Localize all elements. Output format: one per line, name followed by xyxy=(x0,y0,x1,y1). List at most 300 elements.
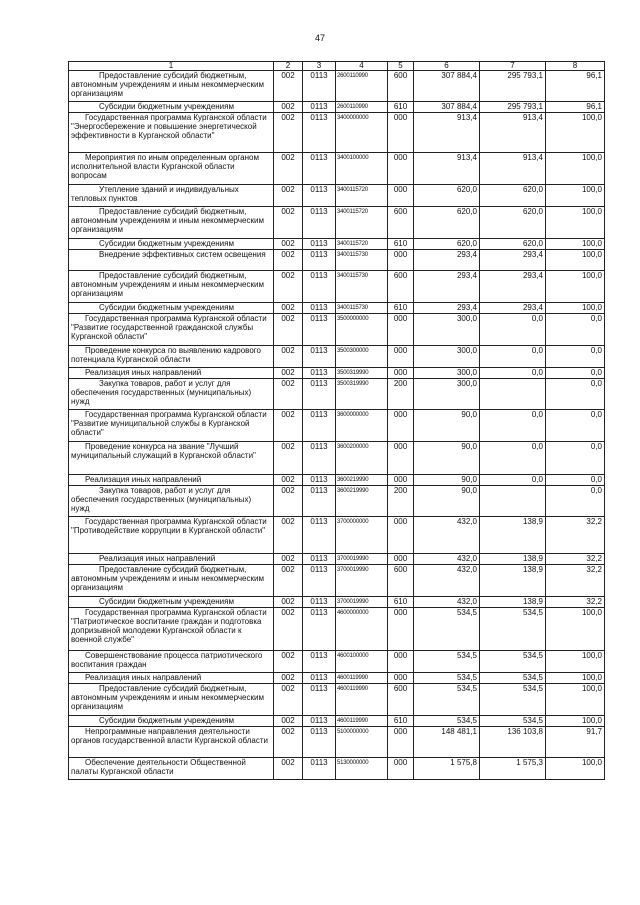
row-name xyxy=(69,185,274,207)
row-section-code: 0113 xyxy=(303,517,336,554)
row-grbs-code: 002 xyxy=(274,758,303,780)
row-name xyxy=(69,379,274,410)
row-expense-type-code: 600 xyxy=(388,271,414,303)
row-section-code: 0113 xyxy=(303,207,336,239)
row-name xyxy=(69,346,274,368)
row-planned-amount: 534,5 xyxy=(414,684,480,716)
row-name-text: Субсидии бюджетным учреждениям xyxy=(99,239,234,248)
row-name-text: Внедрение эффективных систем освещения xyxy=(99,250,266,259)
row-name-text: Субсидии бюджетным учреждениям xyxy=(99,102,234,111)
row-grbs-code: 002 xyxy=(274,684,303,716)
row-planned-amount: 307 884,4 xyxy=(414,71,480,102)
row-grbs-code: 002 xyxy=(274,113,303,153)
row-grbs-code: 002 xyxy=(274,153,303,185)
row-actual-amount: 0,0 xyxy=(480,410,546,442)
row-actual-amount xyxy=(480,486,546,517)
row-grbs-code: 002 xyxy=(274,442,303,475)
row-name xyxy=(69,673,274,684)
row-target-article-code: 3700019990 xyxy=(336,565,388,597)
row-execution-percent: 0,0 xyxy=(546,442,605,475)
row-name xyxy=(69,113,274,153)
row-expense-type-code: 000 xyxy=(388,314,414,346)
row-planned-amount: 300,0 xyxy=(414,314,480,346)
table-row xyxy=(69,239,605,250)
table-row xyxy=(69,379,605,410)
row-section-code: 0113 xyxy=(303,716,336,727)
row-target-article-code: 3400115730 xyxy=(336,250,388,271)
row-section-code: 0113 xyxy=(303,346,336,368)
row-execution-percent: 0,0 xyxy=(546,379,605,410)
row-expense-type-code: 610 xyxy=(388,716,414,727)
row-section-code: 0113 xyxy=(303,368,336,379)
row-section-code: 0113 xyxy=(303,410,336,442)
row-planned-amount: 300,0 xyxy=(414,368,480,379)
row-grbs-code: 002 xyxy=(274,486,303,517)
row-target-article-code: 4600000000 xyxy=(336,608,388,651)
row-name-text: Субсидии бюджетным учреждениям xyxy=(99,716,234,725)
row-actual-amount: 0,0 xyxy=(480,368,546,379)
row-grbs-code: 002 xyxy=(274,314,303,346)
row-section-code: 0113 xyxy=(303,554,336,565)
row-expense-type-code: 000 xyxy=(388,517,414,554)
row-actual-amount: 0,0 xyxy=(480,475,546,486)
row-target-article-code: 3400115730 xyxy=(336,303,388,314)
row-name xyxy=(69,314,274,346)
table-row xyxy=(69,727,605,758)
row-target-article-code: 3500000000 xyxy=(336,314,388,346)
row-section-code: 0113 xyxy=(303,271,336,303)
row-section-code: 0113 xyxy=(303,442,336,475)
row-target-article-code: 3400115730 xyxy=(336,271,388,303)
row-section-code: 0113 xyxy=(303,250,336,271)
table-row xyxy=(69,271,605,303)
header-cell: 7 xyxy=(480,62,546,71)
row-target-article-code: 4600119990 xyxy=(336,673,388,684)
row-expense-type-code: 600 xyxy=(388,684,414,716)
row-target-article-code: 4600119990 xyxy=(336,716,388,727)
row-planned-amount: 432,0 xyxy=(414,517,480,554)
row-name xyxy=(69,727,274,758)
row-execution-percent: 100,0 xyxy=(546,758,605,780)
row-actual-amount: 0,0 xyxy=(480,314,546,346)
row-planned-amount: 534,5 xyxy=(414,651,480,673)
row-expense-type-code: 610 xyxy=(388,102,414,113)
row-grbs-code: 002 xyxy=(274,651,303,673)
row-name-text: Совершенствование процесса патриотического воспитания граждан xyxy=(71,651,263,669)
row-name xyxy=(69,271,274,303)
header-cell: 1 xyxy=(69,62,274,71)
row-grbs-code: 002 xyxy=(274,727,303,758)
table-row xyxy=(69,442,605,475)
row-name xyxy=(69,517,274,554)
row-planned-amount: 293,4 xyxy=(414,271,480,303)
row-name-text: Предоставление субсидий бюджетным, автономным учреждениям и иным некоммерческим организациям xyxy=(71,71,264,98)
row-name-text: Субсидии бюджетным учреждениям xyxy=(99,303,234,312)
row-actual-amount: 295 793,1 xyxy=(480,102,546,113)
row-planned-amount: 90,0 xyxy=(414,475,480,486)
row-grbs-code: 002 xyxy=(274,102,303,113)
row-name xyxy=(69,565,274,597)
row-name xyxy=(69,475,274,486)
row-section-code: 0113 xyxy=(303,758,336,780)
row-target-article-code: 3700000000 xyxy=(336,517,388,554)
row-grbs-code: 002 xyxy=(274,597,303,608)
table-row xyxy=(69,71,605,102)
row-expense-type-code: 200 xyxy=(388,486,414,517)
row-section-code: 0113 xyxy=(303,153,336,185)
row-section-code: 0113 xyxy=(303,314,336,346)
table-row xyxy=(69,250,605,271)
header-cell: 4 xyxy=(336,62,388,71)
row-name-text: Государственная программа Курганской области "Развитие муниципальной службы в Курганской области" xyxy=(71,410,267,437)
row-grbs-code: 002 xyxy=(274,554,303,565)
row-name xyxy=(69,684,274,716)
row-name-text: Государственная программа Курганской области "Энергосбережение и повышение энергетической эффективности в Курганской области" xyxy=(71,113,267,140)
row-section-code: 0113 xyxy=(303,102,336,113)
row-target-article-code: 3600219990 xyxy=(336,486,388,517)
row-actual-amount: 0,0 xyxy=(480,442,546,475)
row-name xyxy=(69,758,274,780)
table-row xyxy=(69,314,605,346)
row-name-text: Предоставление субсидий бюджетным, автономным учреждениям и иным некоммерческим организациям xyxy=(71,565,264,592)
table-row xyxy=(69,673,605,684)
row-actual-amount: 136 103,8 xyxy=(480,727,546,758)
row-expense-type-code: 000 xyxy=(388,442,414,475)
row-expense-type-code: 000 xyxy=(388,554,414,565)
row-target-article-code: 3400115720 xyxy=(336,239,388,250)
row-grbs-code: 002 xyxy=(274,71,303,102)
row-name-text: Проведение конкурса на звание "Лучший муниципальный служащий в Курганской области" xyxy=(71,442,256,460)
header-cell: 6 xyxy=(414,62,480,71)
row-expense-type-code: 610 xyxy=(388,239,414,250)
row-name-text: Проведение конкурса по выявлению кадрового потенциала Курганской области xyxy=(71,346,261,364)
page-number: 47 xyxy=(314,33,325,43)
row-expense-type-code: 000 xyxy=(388,153,414,185)
table-row xyxy=(69,597,605,608)
row-execution-percent: 32,2 xyxy=(546,565,605,597)
row-execution-percent: 100,0 xyxy=(546,716,605,727)
row-execution-percent: 100,0 xyxy=(546,113,605,153)
row-name-text: Закупка товаров, работ и услуг для обеспечения государственных (муниципальных) нужд xyxy=(71,486,252,513)
row-grbs-code: 002 xyxy=(274,207,303,239)
row-execution-percent: 32,2 xyxy=(546,517,605,554)
table-row xyxy=(69,153,605,185)
row-grbs-code: 002 xyxy=(274,608,303,651)
row-planned-amount: 534,5 xyxy=(414,716,480,727)
row-actual-amount: 620,0 xyxy=(480,185,546,207)
row-target-article-code: 3400100000 xyxy=(336,153,388,185)
header-cell: 2 xyxy=(274,62,303,71)
row-planned-amount: 300,0 xyxy=(414,379,480,410)
row-name-text: Государственная программа Курганской области "Патриотическое воспитание граждан и подготовка допризывной молодежи Курганской области к военной службе" xyxy=(71,608,267,644)
row-expense-type-code: 000 xyxy=(388,113,414,153)
row-section-code: 0113 xyxy=(303,475,336,486)
row-name xyxy=(69,651,274,673)
row-expense-type-code: 000 xyxy=(388,673,414,684)
row-planned-amount: 534,5 xyxy=(414,608,480,651)
budget-table xyxy=(68,61,605,780)
row-section-code: 0113 xyxy=(303,684,336,716)
row-name-text: Государственная программа Курганской области "Противодействие коррупции в Курганской области" xyxy=(71,517,267,535)
row-name xyxy=(69,207,274,239)
row-target-article-code: 3600219990 xyxy=(336,475,388,486)
row-grbs-code: 002 xyxy=(274,271,303,303)
row-name-text: Реализация иных направлений xyxy=(85,368,202,377)
row-execution-percent: 100,0 xyxy=(546,673,605,684)
row-target-article-code: 3700019990 xyxy=(336,554,388,565)
row-target-article-code: 4600119990 xyxy=(336,684,388,716)
row-target-article-code: 2600110990 xyxy=(336,102,388,113)
row-planned-amount: 90,0 xyxy=(414,442,480,475)
table-row xyxy=(69,517,605,554)
row-target-article-code: 2600110990 xyxy=(336,71,388,102)
row-name-text: Утепление зданий и индивидуальных тепловых пунктов xyxy=(71,185,239,203)
table-row xyxy=(69,758,605,780)
row-actual-amount: 913,4 xyxy=(480,113,546,153)
row-execution-percent: 96,1 xyxy=(546,71,605,102)
row-planned-amount: 432,0 xyxy=(414,565,480,597)
row-execution-percent: 100,0 xyxy=(546,185,605,207)
row-target-article-code: 3500300000 xyxy=(336,346,388,368)
row-grbs-code: 002 xyxy=(274,565,303,597)
row-actual-amount: 138,9 xyxy=(480,597,546,608)
row-name xyxy=(69,597,274,608)
table-row xyxy=(69,486,605,517)
row-grbs-code: 002 xyxy=(274,379,303,410)
row-planned-amount: 148 481,1 xyxy=(414,727,480,758)
row-execution-percent: 100,0 xyxy=(546,207,605,239)
row-section-code: 0113 xyxy=(303,673,336,684)
row-execution-percent: 100,0 xyxy=(546,239,605,250)
row-section-code: 0113 xyxy=(303,608,336,651)
row-grbs-code: 002 xyxy=(274,475,303,486)
table-row xyxy=(69,554,605,565)
header-row xyxy=(69,62,605,71)
row-target-article-code: 3500319990 xyxy=(336,379,388,410)
row-planned-amount: 913,4 xyxy=(414,113,480,153)
row-name-text: Предоставление субсидий бюджетным, автономным учреждениям и иным некоммерческим организациям xyxy=(71,271,264,298)
row-grbs-code: 002 xyxy=(274,239,303,250)
row-actual-amount: 534,5 xyxy=(480,608,546,651)
row-planned-amount: 620,0 xyxy=(414,207,480,239)
row-expense-type-code: 000 xyxy=(388,758,414,780)
row-actual-amount: 138,9 xyxy=(480,517,546,554)
row-name xyxy=(69,554,274,565)
row-name xyxy=(69,368,274,379)
table-row xyxy=(69,303,605,314)
row-expense-type-code: 000 xyxy=(388,368,414,379)
row-expense-type-code: 000 xyxy=(388,475,414,486)
table-row xyxy=(69,565,605,597)
row-name-text: Обеспечение деятельности Общественной палаты Курганской области xyxy=(71,758,246,776)
row-grbs-code: 002 xyxy=(274,716,303,727)
row-expense-type-code: 000 xyxy=(388,346,414,368)
row-actual-amount: 620,0 xyxy=(480,239,546,250)
row-target-article-code: 3400000000 xyxy=(336,113,388,153)
row-target-article-code: 3400115720 xyxy=(336,185,388,207)
row-name xyxy=(69,303,274,314)
header-cell: 5 xyxy=(388,62,414,71)
row-target-article-code: 3700019990 xyxy=(336,597,388,608)
row-name-text: Предоставление субсидий бюджетным, автономным учреждениям и иным некоммерческим организациям xyxy=(71,207,264,234)
row-expense-type-code: 200 xyxy=(388,379,414,410)
row-execution-percent: 100,0 xyxy=(546,153,605,185)
row-section-code: 0113 xyxy=(303,597,336,608)
row-execution-percent: 100,0 xyxy=(546,608,605,651)
table-row xyxy=(69,113,605,153)
table-row xyxy=(69,368,605,379)
row-name-text: Реализация иных направлений xyxy=(85,673,202,682)
row-section-code: 0113 xyxy=(303,239,336,250)
row-execution-percent: 0,0 xyxy=(546,486,605,517)
row-execution-percent: 0,0 xyxy=(546,346,605,368)
row-execution-percent: 32,2 xyxy=(546,554,605,565)
row-execution-percent: 100,0 xyxy=(546,250,605,271)
row-name xyxy=(69,153,274,185)
row-grbs-code: 002 xyxy=(274,250,303,271)
row-planned-amount: 913,4 xyxy=(414,153,480,185)
row-actual-amount: 138,9 xyxy=(480,554,546,565)
row-target-article-code: 3600200000 xyxy=(336,442,388,475)
header-cell: 3 xyxy=(303,62,336,71)
row-planned-amount: 534,5 xyxy=(414,673,480,684)
row-grbs-code: 002 xyxy=(274,410,303,442)
row-name xyxy=(69,608,274,651)
row-name xyxy=(69,71,274,102)
row-grbs-code: 002 xyxy=(274,368,303,379)
row-execution-percent: 0,0 xyxy=(546,368,605,379)
row-grbs-code: 002 xyxy=(274,517,303,554)
row-section-code: 0113 xyxy=(303,303,336,314)
row-execution-percent: 100,0 xyxy=(546,684,605,716)
row-name-text: Государственная программа Курганской области "Развитие государственной гражданской службы Курганской области" xyxy=(71,314,267,341)
row-actual-amount: 534,5 xyxy=(480,716,546,727)
row-execution-percent: 100,0 xyxy=(546,651,605,673)
row-planned-amount: 293,4 xyxy=(414,303,480,314)
table-row xyxy=(69,102,605,113)
row-section-code: 0113 xyxy=(303,565,336,597)
row-name-text: Закупка товаров, работ и услуг для обеспечения государственных (муниципальных) нужд xyxy=(71,379,252,406)
row-name xyxy=(69,486,274,517)
row-name xyxy=(69,410,274,442)
table-row xyxy=(69,651,605,673)
row-execution-percent: 96,1 xyxy=(546,102,605,113)
table-row xyxy=(69,608,605,651)
row-planned-amount: 90,0 xyxy=(414,486,480,517)
row-actual-amount: 1 575,3 xyxy=(480,758,546,780)
row-target-article-code: 4600100000 xyxy=(336,651,388,673)
row-grbs-code: 002 xyxy=(274,185,303,207)
row-planned-amount: 90,0 xyxy=(414,410,480,442)
row-expense-type-code: 000 xyxy=(388,250,414,271)
row-expense-type-code: 600 xyxy=(388,207,414,239)
row-execution-percent: 0,0 xyxy=(546,314,605,346)
row-name-text: Реализация иных направлений xyxy=(85,475,202,484)
table-row xyxy=(69,475,605,486)
row-name-text: Непрограммные направления деятельности органов государственной власти Курганской области xyxy=(71,727,268,745)
row-planned-amount: 300,0 xyxy=(414,346,480,368)
row-planned-amount: 1 575,8 xyxy=(414,758,480,780)
header-cell: 8 xyxy=(546,62,605,71)
row-name xyxy=(69,250,274,271)
row-section-code: 0113 xyxy=(303,727,336,758)
table-row xyxy=(69,207,605,239)
row-target-article-code: 3500319990 xyxy=(336,368,388,379)
row-expense-type-code: 000 xyxy=(388,608,414,651)
row-expense-type-code: 610 xyxy=(388,597,414,608)
row-expense-type-code: 600 xyxy=(388,565,414,597)
row-name xyxy=(69,239,274,250)
row-actual-amount: 0,0 xyxy=(480,346,546,368)
row-actual-amount: 534,5 xyxy=(480,651,546,673)
row-actual-amount: 295 793,1 xyxy=(480,71,546,102)
row-execution-percent: 0,0 xyxy=(546,475,605,486)
row-name xyxy=(69,102,274,113)
row-planned-amount: 432,0 xyxy=(414,554,480,565)
row-section-code: 0113 xyxy=(303,185,336,207)
row-actual-amount: 293,4 xyxy=(480,250,546,271)
row-expense-type-code: 000 xyxy=(388,185,414,207)
row-planned-amount: 620,0 xyxy=(414,185,480,207)
table-row xyxy=(69,185,605,207)
row-grbs-code: 002 xyxy=(274,303,303,314)
row-actual-amount: 534,5 xyxy=(480,673,546,684)
row-planned-amount: 432,0 xyxy=(414,597,480,608)
row-target-article-code: 5100000000 xyxy=(336,727,388,758)
row-actual-amount: 138,9 xyxy=(480,565,546,597)
table-row xyxy=(69,716,605,727)
row-actual-amount: 620,0 xyxy=(480,207,546,239)
row-expense-type-code: 000 xyxy=(388,651,414,673)
row-execution-percent: 0,0 xyxy=(546,410,605,442)
row-section-code: 0113 xyxy=(303,113,336,153)
row-actual-amount: 293,4 xyxy=(480,271,546,303)
row-grbs-code: 002 xyxy=(274,673,303,684)
table-row xyxy=(69,684,605,716)
row-expense-type-code: 600 xyxy=(388,71,414,102)
row-actual-amount xyxy=(480,379,546,410)
row-target-article-code: 3600000000 xyxy=(336,410,388,442)
row-planned-amount: 293,4 xyxy=(414,250,480,271)
row-execution-percent: 100,0 xyxy=(546,303,605,314)
row-expense-type-code: 610 xyxy=(388,303,414,314)
row-expense-type-code: 000 xyxy=(388,727,414,758)
row-name xyxy=(69,716,274,727)
row-section-code: 0113 xyxy=(303,651,336,673)
table-row xyxy=(69,346,605,368)
row-execution-percent: 32,2 xyxy=(546,597,605,608)
row-grbs-code: 002 xyxy=(274,346,303,368)
row-name-text: Реализация иных направлений xyxy=(99,554,216,563)
row-name-text: Субсидии бюджетным учреждениям xyxy=(99,597,234,606)
row-expense-type-code: 000 xyxy=(388,410,414,442)
row-planned-amount: 307 884,4 xyxy=(414,102,480,113)
row-actual-amount: 293,4 xyxy=(480,303,546,314)
row-target-article-code: 5130000000 xyxy=(336,758,388,780)
row-execution-percent: 91,7 xyxy=(546,727,605,758)
row-target-article-code: 3400115720 xyxy=(336,207,388,239)
row-planned-amount: 620,0 xyxy=(414,239,480,250)
row-actual-amount: 534,5 xyxy=(480,684,546,716)
row-actual-amount: 913,4 xyxy=(480,153,546,185)
row-name-text: Предоставление субсидий бюджетным, автономным учреждениям и иным некоммерческим организациям xyxy=(71,684,264,711)
row-section-code: 0113 xyxy=(303,71,336,102)
row-execution-percent: 100,0 xyxy=(546,271,605,303)
row-name xyxy=(69,442,274,475)
row-section-code: 0113 xyxy=(303,486,336,517)
row-name-text: Мероприятия по иным определенным органом исполнительной власти Курганской области вопросам xyxy=(71,153,259,180)
row-section-code: 0113 xyxy=(303,379,336,410)
